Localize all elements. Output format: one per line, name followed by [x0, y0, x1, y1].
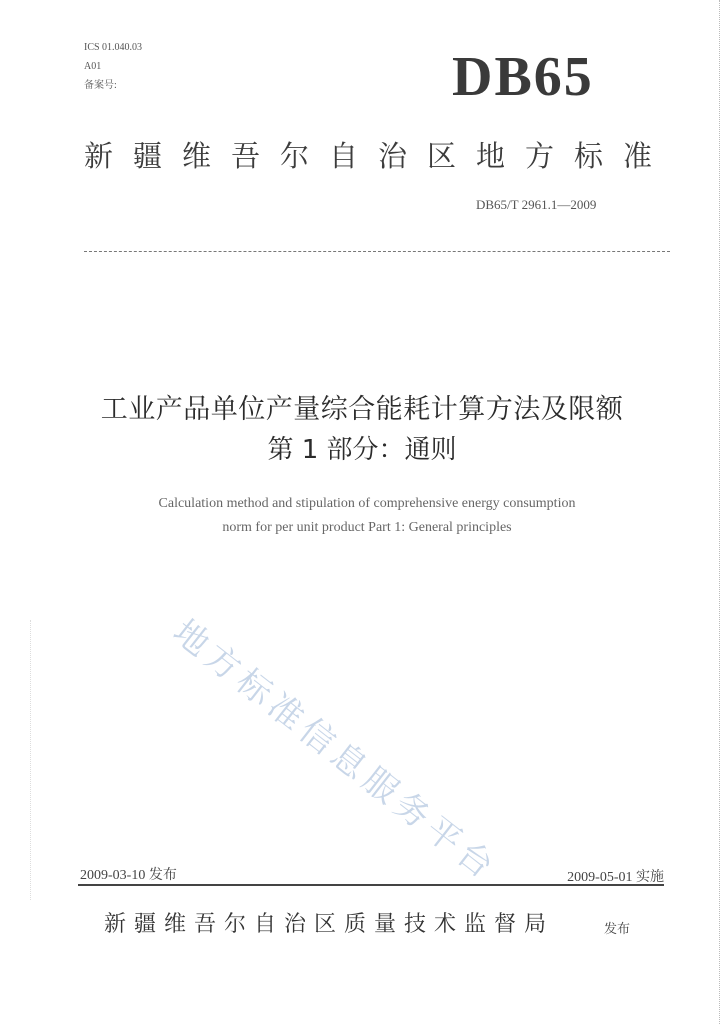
class-code: A01 — [84, 61, 102, 72]
title-english-line-2: norm for per unit product Part 1: General principles — [222, 520, 512, 535]
title-chinese: 工业产品单位产量综合能耗计算方法及限额 — [100, 394, 624, 425]
release-date: 2009-03-10 发布 — [80, 868, 177, 883]
record-number: 备案号: — [84, 80, 117, 91]
watermark: 地方标准信息服务平台 — [165, 612, 506, 890]
db65-logo: DB65 — [452, 46, 594, 108]
header-divider — [84, 251, 670, 252]
issued-label: 发布 — [604, 922, 631, 937]
implementation-date: 2009-05-01 实施 — [567, 870, 664, 885]
scan-edge-left — [30, 620, 31, 900]
issuing-authority: 新疆维吾尔自治区质量技术监督局 — [104, 912, 555, 937]
issuing-region-title: 新疆维吾尔自治区地方标准 — [84, 139, 673, 173]
subtitle-chinese: 第 1 部分：通则 — [267, 435, 457, 465]
footer-divider — [78, 884, 664, 886]
classification-block — [84, 38, 142, 95]
ics-code: ICS 01.040.03 — [84, 42, 143, 53]
title-english-line-1: Calculation method and stipulation of comprehensive energy consumption — [158, 496, 576, 511]
standard-number: DB65/T 2961.1—2009 — [476, 197, 597, 212]
title-english — [0, 492, 724, 540]
